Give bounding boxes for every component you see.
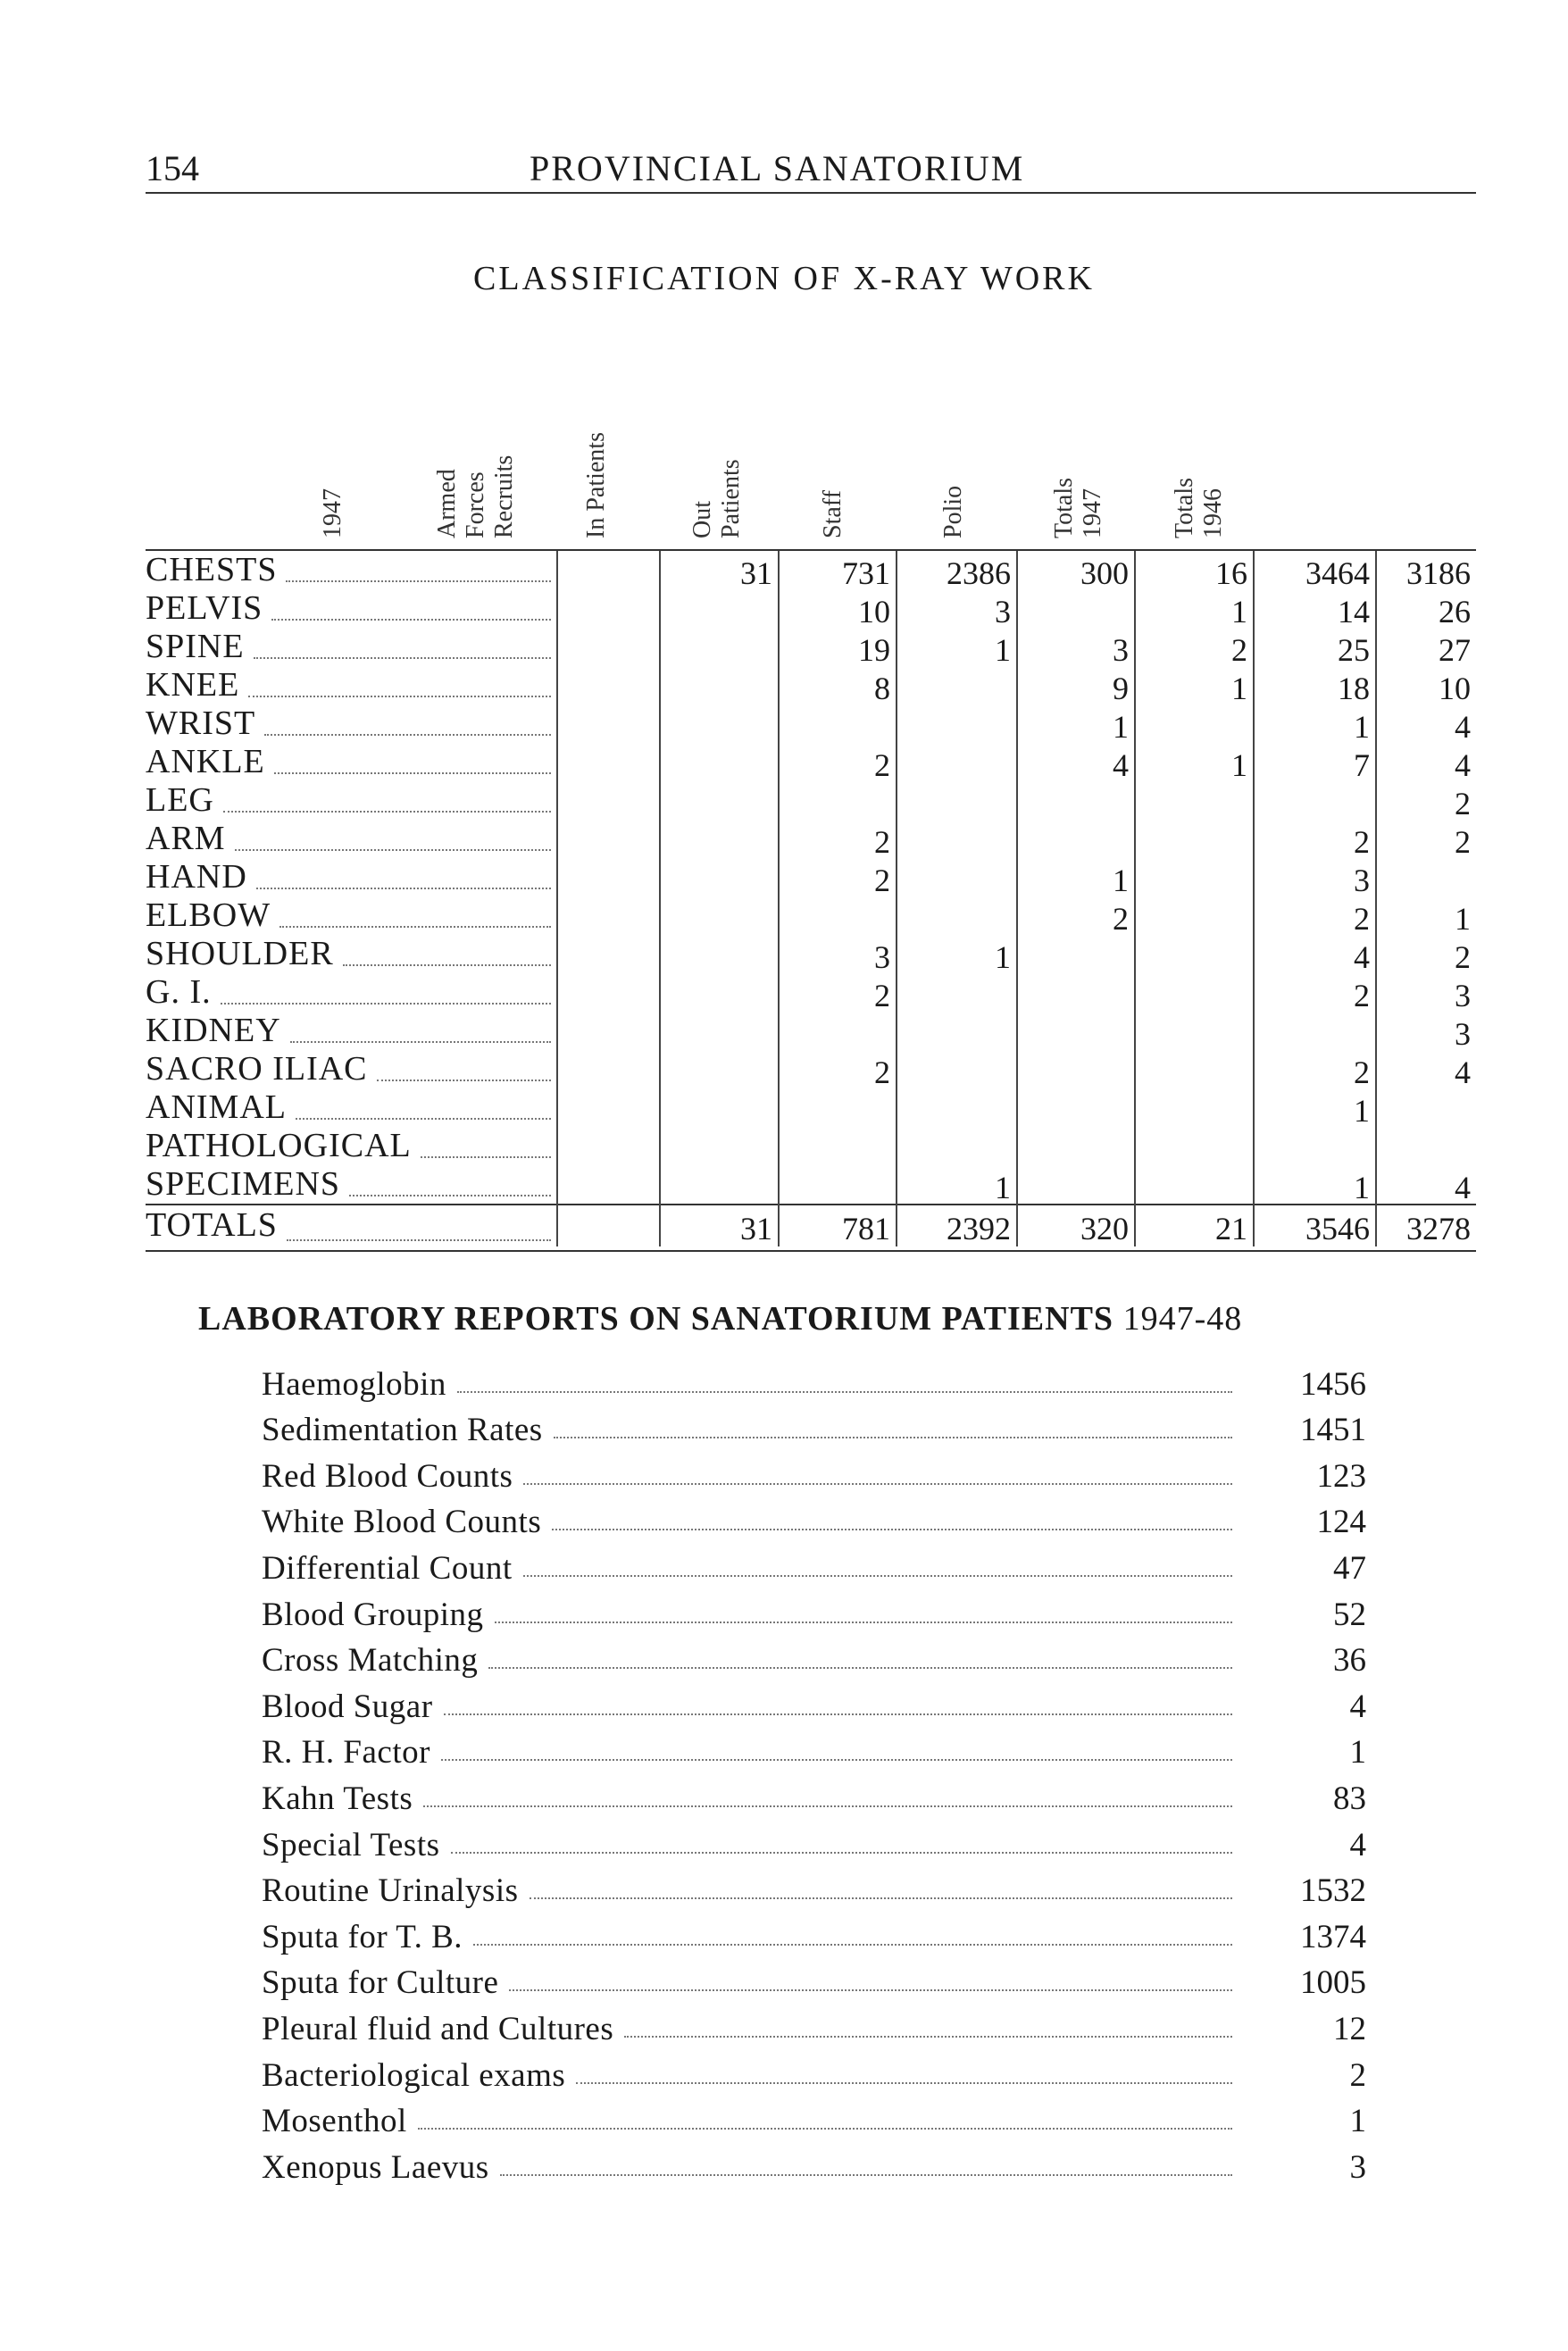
table-cell: [896, 743, 1016, 781]
row-label: [146, 704, 556, 743]
lab-test-name: White Blood Counts: [262, 1504, 542, 1541]
row-label-text: KNEE: [146, 666, 240, 704]
table-cell: [896, 781, 1016, 820]
column-header: Staff: [819, 490, 847, 538]
table-cell: 4: [1455, 1170, 1471, 1205]
table-row: [146, 820, 1476, 858]
lab-test-name: Sputa for Culture: [262, 1964, 499, 2002]
table-row: [146, 973, 1476, 1012]
table-cell: [659, 1165, 778, 1204]
table-cell: [1134, 781, 1253, 820]
row-label: [146, 589, 556, 628]
table-cell: 1: [1231, 594, 1247, 629]
table-cell: [659, 1050, 778, 1088]
leader-dots: [495, 1622, 1232, 1623]
lab-test-name: Special Tests: [262, 1826, 440, 1863]
table-cell: 1: [1231, 747, 1247, 783]
table-row: [146, 1165, 1476, 1204]
table-cell: [659, 743, 778, 781]
table-cell: 2: [1354, 901, 1370, 937]
table-cell: 4: [1455, 1055, 1471, 1090]
table-cell: [659, 1012, 778, 1050]
table-cell: 27: [1439, 632, 1471, 668]
row-label-text: HAND: [146, 858, 247, 896]
table-row: [146, 589, 1476, 628]
table-cell: [778, 781, 896, 820]
lab-test-count: 123: [1316, 1457, 1366, 1495]
column-rule: [1016, 551, 1018, 1246]
table-cell: 2: [874, 863, 890, 898]
lab-test-name: Cross Matching: [262, 1642, 479, 1680]
table-cell: [659, 589, 778, 628]
column-header: Totals 1947: [1050, 477, 1106, 538]
table-cell: [659, 858, 778, 896]
table-cell: [896, 704, 1016, 743]
table-cell: [778, 1012, 896, 1050]
leader-dots: [254, 657, 551, 659]
leader-dots: [473, 1944, 1232, 1946]
table-cell: 9: [1113, 671, 1129, 706]
table-cell: [1134, 973, 1253, 1012]
lab-test-count: 1451: [1300, 1412, 1366, 1449]
lab-test-count: 47: [1333, 1549, 1366, 1587]
row-label: [146, 743, 556, 781]
table-cell: 8: [874, 671, 890, 706]
list-item: [262, 1910, 1366, 1956]
leader-dots: [576, 2082, 1232, 2084]
table-cell: [778, 896, 896, 935]
list-item: [262, 1541, 1366, 1588]
column-rule: [556, 551, 558, 1246]
table-cell: 3278: [1406, 1211, 1471, 1246]
row-label-text: ANIMAL: [146, 1088, 287, 1126]
table-cell: [659, 973, 778, 1012]
table-cell: [1134, 935, 1253, 973]
leader-dots: [552, 1529, 1232, 1530]
row-label: [146, 896, 556, 935]
leader-dots: [279, 926, 551, 928]
row-label: [146, 551, 556, 589]
leader-dots: [290, 1041, 551, 1043]
lab-test-count: 36: [1333, 1642, 1366, 1680]
table-cell: 1: [1455, 901, 1471, 937]
lab-test-count: 1456: [1300, 1365, 1366, 1403]
table-row: [146, 551, 1476, 589]
table-cell: 3464: [1305, 555, 1370, 591]
list-item: [262, 2140, 1366, 2187]
column-header: Totals 1946: [1171, 477, 1227, 538]
table-row: [146, 666, 1476, 704]
table-cell: 26: [1439, 594, 1471, 629]
table-cell: 2: [1354, 978, 1370, 1013]
xray-classification-table: [146, 348, 1476, 1248]
row-label-text: G. I.: [146, 973, 212, 1011]
list-item: [262, 2048, 1366, 2095]
xray-rows: [146, 551, 1476, 1248]
table-row: [146, 1127, 1476, 1165]
leader-dots: [349, 1195, 551, 1196]
table-cell: 2: [1354, 1055, 1370, 1090]
lab-test-count: 2: [1349, 2056, 1366, 2094]
row-label-text: KIDNEY: [146, 1012, 281, 1049]
list-item: [262, 1496, 1366, 1542]
row-label: [146, 1050, 556, 1088]
column-rule: [1134, 551, 1136, 1246]
table-cell: [778, 1127, 896, 1165]
page-number: 154: [146, 148, 199, 188]
row-label: [146, 858, 556, 896]
leader-dots: [377, 1080, 551, 1081]
leader-dots: [221, 1003, 551, 1005]
row-label-text: WRIST: [146, 704, 256, 742]
table-cell: [896, 820, 1016, 858]
table-cell: 4: [1455, 747, 1471, 783]
table-cell: [896, 858, 1016, 896]
table-cell: [896, 1088, 1016, 1127]
lab-test-count: 1005: [1300, 1964, 1366, 2002]
row-label-text: SHOULDER: [146, 935, 334, 972]
list-item: [262, 1680, 1366, 1726]
lab-test-count: 1374: [1300, 1918, 1366, 1955]
table-cell: [896, 1012, 1016, 1050]
table-cell: [1134, 896, 1253, 935]
column-rule: [1375, 551, 1377, 1246]
lab-test-name: Xenopus Laevus: [262, 2148, 489, 2186]
table-cell: [659, 781, 778, 820]
lab-test-count: 1532: [1300, 1872, 1366, 1910]
table-cell: 7: [1354, 747, 1370, 783]
table-cell: [1016, 1050, 1134, 1088]
row-label-text: ELBOW: [146, 896, 271, 934]
leader-dots: [418, 2128, 1232, 2130]
row-label: [146, 781, 556, 820]
leader-dots: [235, 849, 551, 851]
table-cell: 2: [874, 1055, 890, 1090]
table-cell: [1016, 1088, 1134, 1127]
table-cell: [1016, 1165, 1134, 1204]
table-cell: [896, 973, 1016, 1012]
row-label: [146, 666, 556, 704]
list-item: [262, 1956, 1366, 2003]
lab-test-name: Blood Grouping: [262, 1596, 484, 1633]
table-cell: [1253, 1012, 1375, 1050]
leader-dots: [343, 964, 551, 966]
table-cell: 1: [1113, 709, 1129, 745]
table-cell: [1016, 935, 1134, 973]
leader-dots: [444, 1713, 1232, 1715]
column-header: Armed Forces Recruits: [433, 454, 518, 538]
list-item: [262, 1772, 1366, 1818]
column-header: In Patients: [582, 432, 610, 538]
table-cell: [1134, 1050, 1253, 1088]
table-cell: 3186: [1406, 555, 1471, 591]
row-label-text: CHESTS: [146, 551, 278, 588]
list-item: [262, 1588, 1366, 1634]
table-cell: 3: [995, 594, 1011, 629]
table-cell: 31: [740, 555, 772, 591]
table-cell: 16: [1215, 555, 1247, 591]
table-cell: 2: [1354, 824, 1370, 860]
table-cell: [659, 1127, 778, 1165]
running-title: PROVINCIAL SANATORIUM: [530, 148, 1025, 188]
table-cell: 2: [1455, 939, 1471, 975]
table-cell: [1016, 589, 1134, 628]
table-cell: [1375, 1088, 1476, 1127]
table-row: [146, 628, 1476, 666]
row-label: [146, 1165, 556, 1204]
table-cell: 2: [1113, 901, 1129, 937]
table-cell: 1: [1354, 709, 1370, 745]
xray-column-headers: [146, 348, 1476, 551]
column-header: Polio: [939, 485, 967, 538]
row-label-text: SACRO ILIAC: [146, 1050, 368, 1088]
leader-dots: [457, 1391, 1232, 1393]
leader-dots: [509, 1989, 1232, 1991]
table-cell: 3: [874, 939, 890, 975]
leader-dots: [296, 1118, 551, 1120]
lab-test-name: Haemoglobin: [262, 1365, 446, 1403]
list-item: [262, 1864, 1366, 1911]
table-cell: 300: [1080, 555, 1129, 591]
table-cell: [1016, 1012, 1134, 1050]
table-cell: [896, 666, 1016, 704]
lab-test-count: 3: [1349, 2148, 1366, 2186]
row-label: [146, 1127, 556, 1165]
table-cell: 1: [995, 939, 1011, 975]
table-cell: 2: [1455, 824, 1471, 860]
leader-dots: [248, 696, 551, 697]
table-cell: 2: [874, 824, 890, 860]
row-label: [146, 935, 556, 973]
list-item: [262, 1634, 1366, 1680]
table-cell: [1134, 704, 1253, 743]
table-cell: [1016, 820, 1134, 858]
table-cell: [1016, 781, 1134, 820]
table-cell: 1: [1354, 1170, 1370, 1205]
lab-reports-list: [262, 1357, 1366, 2187]
table-cell: [896, 896, 1016, 935]
table-cell: [1134, 1127, 1253, 1165]
leader-dots: [624, 2036, 1232, 2038]
table-cell: 14: [1338, 594, 1370, 629]
table-cell: 2392: [947, 1211, 1011, 1246]
lab-test-count: 83: [1333, 1780, 1366, 1817]
lab-test-name: Red Blood Counts: [262, 1457, 513, 1495]
column-header: Out Patients: [688, 459, 745, 538]
leader-dots: [523, 1575, 1232, 1577]
table-row: [146, 1012, 1476, 1050]
table-cell: 2386: [947, 555, 1011, 591]
lab-test-name: Bacteriological exams: [262, 2056, 566, 2094]
lab-test-name: Differential Count: [262, 1549, 513, 1587]
lab-test-name: Routine Urinalysis: [262, 1872, 519, 1910]
table-cell: [1134, 1012, 1253, 1050]
table-cell: [659, 1088, 778, 1127]
table-cell: 31: [740, 1211, 772, 1246]
lab-test-count: 1: [1349, 2103, 1366, 2140]
lab-test-name: Mosenthol: [262, 2103, 407, 2140]
table-cell: [1016, 1127, 1134, 1165]
row-label: [146, 820, 556, 858]
table-cell: [1134, 820, 1253, 858]
lab-test-count: 52: [1333, 1596, 1366, 1633]
leader-dots: [488, 1667, 1232, 1669]
table-cell: 4: [1354, 939, 1370, 975]
table-cell: 1: [995, 1170, 1011, 1205]
table-cell: 320: [1080, 1211, 1129, 1246]
row-label: [146, 1088, 556, 1127]
table-cell: [1134, 1165, 1253, 1204]
table-cell: 3: [1455, 1016, 1471, 1052]
table-cell: 4: [1113, 747, 1129, 783]
leader-dots: [530, 1897, 1232, 1899]
row-label-text: ARM: [146, 820, 226, 857]
row-label-text: SPECIMENS: [146, 1165, 341, 1203]
list-item: [262, 2095, 1366, 2141]
leader-dots: [274, 772, 551, 774]
table-cell: [659, 704, 778, 743]
table-cell: 2: [1455, 786, 1471, 821]
table-row: [146, 858, 1476, 896]
table-cell: 731: [842, 555, 890, 591]
leader-dots: [223, 811, 551, 813]
column-rule: [778, 551, 780, 1246]
row-label: [146, 1012, 556, 1050]
table-cell: 3546: [1305, 1211, 1370, 1246]
row-label-text: PATHOLOGICAL: [146, 1127, 412, 1164]
table-cell: [659, 935, 778, 973]
row-label-text: PELVIS: [146, 589, 263, 627]
table-row: [146, 781, 1476, 820]
leader-dots: [441, 1759, 1232, 1761]
lab-test-count: 12: [1333, 2010, 1366, 2047]
page-header: [146, 147, 1476, 194]
row-label: [146, 973, 556, 1012]
list-item: [262, 1449, 1366, 1496]
table-cell: 1: [1231, 671, 1247, 706]
table-cell: [659, 628, 778, 666]
list-item: [262, 1404, 1366, 1450]
table-cell: [778, 1088, 896, 1127]
list-item: [262, 1357, 1366, 1404]
lab-test-name: Sputa for T. B.: [262, 1918, 463, 1955]
table-cell: 4: [1455, 709, 1471, 745]
table-cell: 1: [1113, 863, 1129, 898]
row-label-text: SPINE: [146, 628, 245, 665]
row-label-text: TOTALS: [146, 1206, 278, 1244]
leader-dots: [264, 734, 551, 736]
leader-dots: [421, 1156, 551, 1158]
table-cell: 3: [1113, 632, 1129, 668]
leader-dots: [451, 1852, 1232, 1854]
table-cell: 3: [1354, 863, 1370, 898]
table-row: [146, 704, 1476, 743]
table-cell: 10: [858, 594, 890, 629]
list-item: [262, 1818, 1366, 1864]
table-cell: 781: [842, 1211, 890, 1246]
leader-dots: [271, 619, 551, 621]
leader-dots: [500, 2174, 1232, 2176]
table-cell: [1016, 973, 1134, 1012]
table-row: [146, 896, 1476, 935]
table-cell: 10: [1439, 671, 1471, 706]
list-item: [262, 2002, 1366, 2048]
leader-dots: [523, 1483, 1232, 1485]
row-label-text: LEG: [146, 781, 214, 819]
leader-dots: [554, 1437, 1232, 1438]
leader-dots: [287, 1239, 551, 1241]
xray-table-title: CLASSIFICATION OF X-RAY WORK: [473, 260, 1095, 297]
column-header: 1947: [319, 488, 346, 538]
list-item: [262, 1726, 1366, 1772]
lab-test-count: 4: [1349, 1826, 1366, 1863]
lab-test-count: 4: [1349, 1688, 1366, 1725]
table-row: [146, 1050, 1476, 1088]
table-cell: 25: [1338, 632, 1370, 668]
table-cell: [659, 820, 778, 858]
row-label: [146, 628, 556, 666]
table-cell: [659, 896, 778, 935]
lab-test-count: 1: [1349, 1734, 1366, 1772]
totals-row: [146, 1204, 1476, 1248]
leader-dots: [286, 580, 551, 582]
table-cell: 19: [858, 632, 890, 668]
lab-reports-title-text: LABORATORY REPORTS ON SANATORIUM PATIENTS: [198, 1300, 1114, 1338]
lab-test-count: 124: [1316, 1504, 1366, 1541]
table-cell: 18: [1338, 671, 1370, 706]
lab-reports-year: 1947-48: [1122, 1300, 1243, 1338]
table-row: [146, 1088, 1476, 1127]
table-cell: [1253, 1127, 1375, 1165]
table-bottom-rule: [146, 1250, 1476, 1252]
table-cell: 2: [1231, 632, 1247, 668]
row-label: [146, 1205, 556, 1248]
lab-test-name: Kahn Tests: [262, 1780, 413, 1817]
table-cell: [896, 1127, 1016, 1165]
leader-dots: [423, 1805, 1232, 1807]
table-cell: [896, 1050, 1016, 1088]
table-cell: 2: [874, 747, 890, 783]
lab-test-name: R. H. Factor: [262, 1734, 430, 1772]
table-cell: [778, 704, 896, 743]
column-rule: [1253, 551, 1255, 1246]
row-label-text: ANKLE: [146, 743, 265, 780]
table-cell: 2: [874, 978, 890, 1013]
table-cell: 21: [1215, 1211, 1247, 1246]
table-cell: 3: [1455, 978, 1471, 1013]
table-cell: [1375, 1127, 1476, 1165]
table-cell: [778, 1165, 896, 1204]
table-cell: [1134, 1088, 1253, 1127]
column-rule: [896, 551, 897, 1246]
table-cell: 1: [995, 632, 1011, 668]
lab-test-name: Blood Sugar: [262, 1688, 433, 1725]
column-rule: [659, 551, 661, 1246]
leader-dots: [256, 888, 551, 889]
table-row: [146, 743, 1476, 781]
table-cell: [1253, 781, 1375, 820]
lab-reports-title: [198, 1299, 1242, 1338]
table-cell: [1134, 858, 1253, 896]
table-cell: [659, 666, 778, 704]
table-row: [146, 935, 1476, 973]
table-cell: [1375, 858, 1476, 896]
lab-test-name: Sedimentation Rates: [262, 1412, 543, 1449]
table-cell: 1: [1354, 1093, 1370, 1129]
lab-test-name: Pleural fluid and Cultures: [262, 2010, 614, 2047]
